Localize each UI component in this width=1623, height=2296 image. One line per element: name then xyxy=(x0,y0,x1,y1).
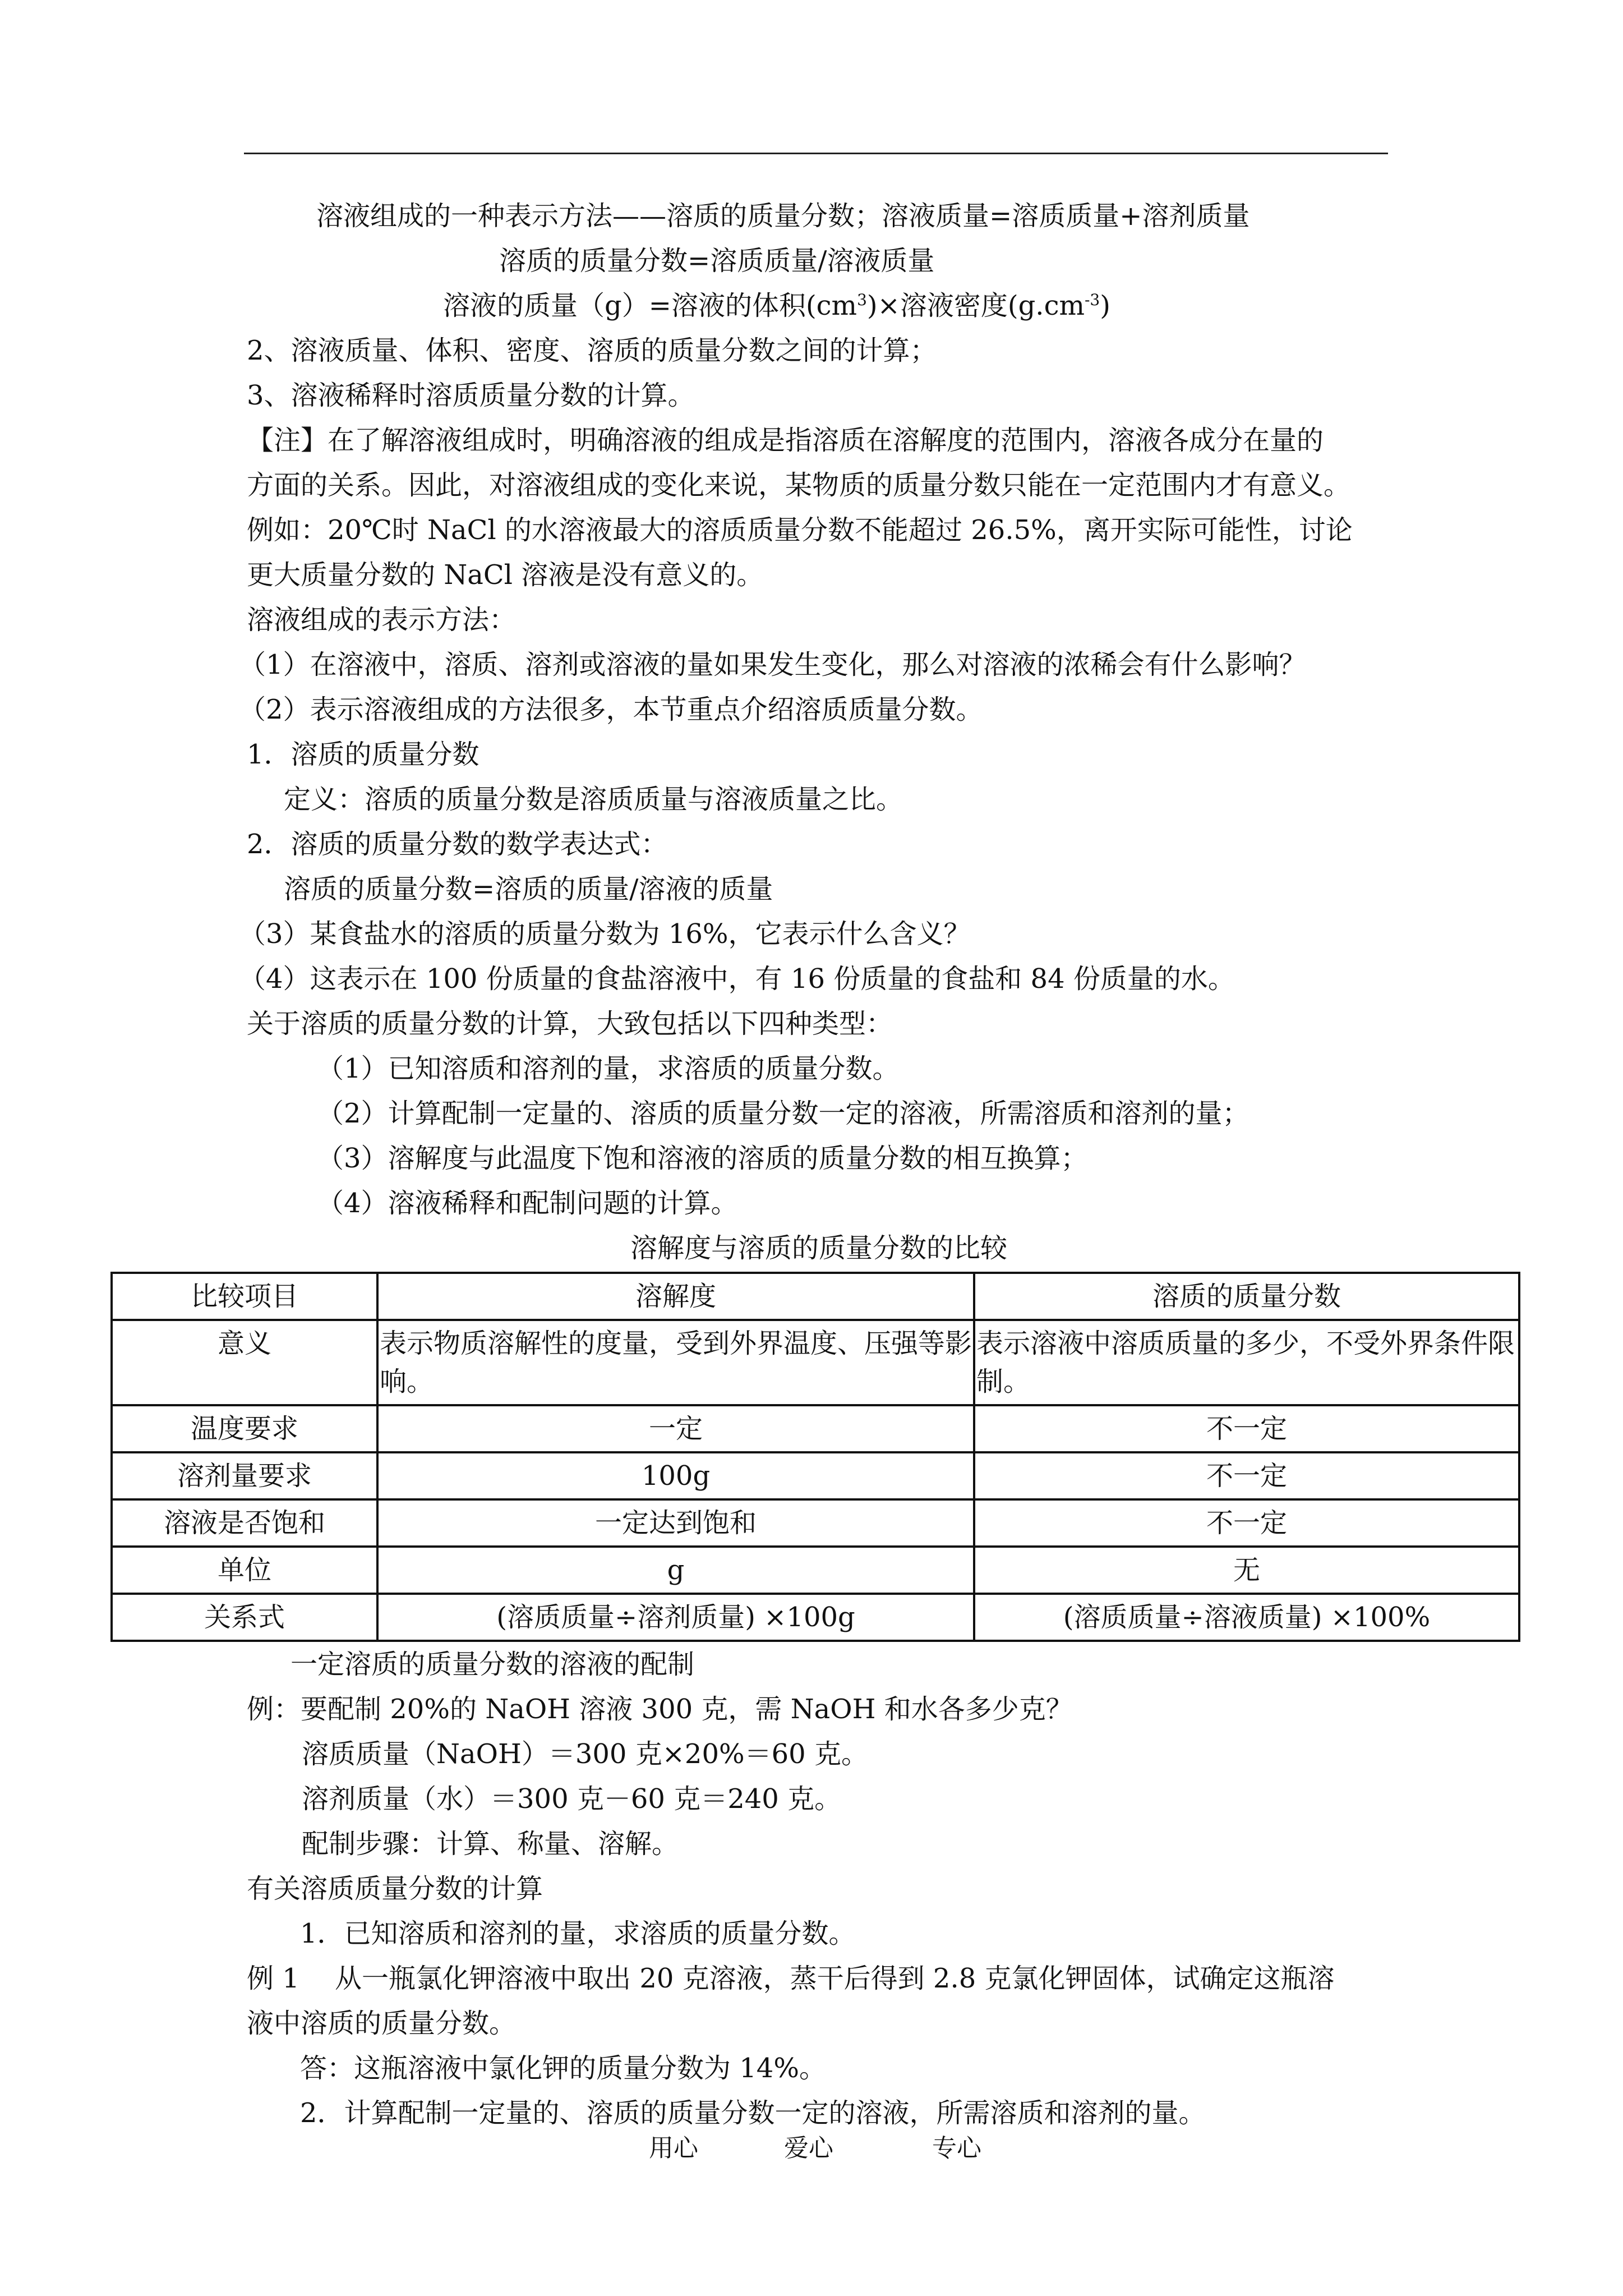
section-2-formula: 溶质的质量分数=溶质的质量/溶液的质量 xyxy=(284,873,773,905)
note-line-4: 更大质量分数的 NaCl 溶液是没有意义的。 xyxy=(247,559,764,591)
section-1-title: 1．溶质的质量分数 xyxy=(247,739,479,770)
intro-line-1: 溶液组成的一种表示方法——溶质的质量分数；溶液质量=溶质质量+溶剂质量 xyxy=(316,200,1250,232)
table-header-cell: 溶质的质量分数 xyxy=(974,1273,1519,1320)
question-1: （1）在溶液中，溶质、溶剂或溶液的量如果发生变化，那么对溶液的浓稀会有什么影响？ xyxy=(239,649,1306,680)
note-line-3: 例如：20℃时 NaCl 的水溶液最大的溶质质量分数不能超过 26.5%，离开实际可能性，讨论 xyxy=(247,514,1353,546)
calc-type-3: （3）溶解度与此温度下饱和溶液的溶质的质量分数的相互换算； xyxy=(317,1143,1088,1174)
table-row-label: 溶剂量要求 xyxy=(112,1452,377,1499)
table-cell: g xyxy=(377,1547,974,1594)
section-1-definition: 定义：溶质的质量分数是溶质质量与溶液质量之比。 xyxy=(284,784,903,815)
table-row-label: 关系式 xyxy=(112,1594,377,1641)
calculation-type-2: 2．计算配制一定量的、溶质的质量分数一定的溶液，所需溶质和溶剂的量。 xyxy=(300,2097,1206,2129)
table-cell: 表示溶液中溶质质量的多少，不受外界条件限制。 xyxy=(974,1320,1519,1405)
question-3: （3）某食盐水的溶质的质量分数为 16%，它表示什么含义？ xyxy=(239,918,971,950)
preparation-steps: 配制步骤：计算、称量、溶解。 xyxy=(302,1828,679,1860)
table-caption: 溶解度与溶质的质量分数的比较 xyxy=(630,1232,1007,1264)
table-row-label: 单位 xyxy=(112,1547,377,1594)
intro-line-2: 溶质的质量分数=溶质质量/溶液质量 xyxy=(499,245,935,277)
table-header-cell: 比较项目 xyxy=(112,1273,377,1320)
table-cell: 表示物质溶解性的度量，受到外界温度、压强等影响。 xyxy=(377,1320,974,1405)
calculation-type-1: 1．已知溶质和溶剂的量，求溶质的质量分数。 xyxy=(300,1918,856,1949)
intro-line-3-sup2: -3 xyxy=(1084,291,1100,309)
table-cell: (溶质质量÷溶液质量) ×100% xyxy=(974,1594,1519,1641)
footer-word-1: 用心 xyxy=(649,2134,698,2162)
question-2: （2）表示溶液组成的方法很多，本节重点介绍溶质质量分数。 xyxy=(239,694,983,725)
table-cell: 一定 xyxy=(377,1405,974,1452)
intro-line-3-b: )×溶液密度(g.cm xyxy=(866,290,1085,321)
calc-type-2: （2）计算配制一定量的、溶质的质量分数一定的溶液，所需溶质和溶剂的量； xyxy=(317,1098,1249,1129)
table-cell: 无 xyxy=(974,1547,1519,1594)
table-row xyxy=(112,1405,1519,1452)
table-cell: 不一定 xyxy=(974,1499,1519,1547)
intro-line-3 xyxy=(247,283,1391,328)
calc-types-heading: 关于溶质的质量分数的计算，大致包括以下四种类型： xyxy=(247,1008,893,1039)
intro-line-3-sup1: 3 xyxy=(857,291,867,309)
preparation-heading: 一定溶质的质量分数的溶液的配制 xyxy=(291,1649,695,1680)
comparison-table xyxy=(110,1272,1520,1642)
table-header-row xyxy=(112,1273,1519,1320)
table-row xyxy=(112,1499,1519,1547)
table-row xyxy=(112,1320,1519,1405)
table-row xyxy=(112,1452,1519,1499)
header-rule xyxy=(244,153,1388,154)
table-cell: 一定达到饱和 xyxy=(377,1499,974,1547)
intro-line-3-c: ) xyxy=(1100,290,1110,321)
table-cell: 100g xyxy=(377,1452,974,1499)
table-cell: (溶质质量÷溶剂质量) ×100g xyxy=(377,1594,974,1641)
table-row xyxy=(112,1594,1519,1641)
table-cell: 不一定 xyxy=(974,1405,1519,1452)
example-1-line-1: 例 1 从一瓶氯化钾溶液中取出 20 克溶液，蒸干后得到 2.8 克氯化钾固体，试确定这瓶溶 xyxy=(247,1963,1335,1994)
section-2-title: 2．溶质的质量分数的数学表达式： xyxy=(247,829,668,860)
item-3: 3、溶液稀释时溶质质量分数的计算。 xyxy=(247,380,695,411)
example-1-answer: 答：这瓶溶液中氯化钾的质量分数为 14%。 xyxy=(300,2053,826,2084)
table-header-cell: 溶解度 xyxy=(377,1273,974,1320)
item-2: 2、溶液质量、体积、密度、溶质的质量分数之间的计算； xyxy=(247,335,937,366)
preparation-example: 例：要配制 20%的 NaOH 溶液 300 克，需 NaOH 和水各多少克？ xyxy=(247,1694,1073,1725)
preparation-solute: 溶质质量（NaOH）＝300 克×20%＝60 克。 xyxy=(302,1738,868,1770)
calculations-heading: 有关溶质质量分数的计算 xyxy=(247,1873,543,1904)
intro-line-3-a: 溶液的质量（g）=溶液的体积(cm xyxy=(443,290,857,321)
note-line-2: 方面的关系。因此，对溶液组成的变化来说，某物质的质量分数只能在一定范围内才有意义。 xyxy=(247,470,1351,501)
table-cell: 不一定 xyxy=(974,1452,1519,1499)
table-row-label: 意义 xyxy=(112,1320,377,1405)
question-4: （4）这表示在 100 份质量的食盐溶液中，有 16 份质量的食盐和 84 份质量的水。 xyxy=(239,963,1235,995)
footer-word-3: 专心 xyxy=(932,2134,981,2162)
calc-type-4: （4）溶液稀释和配制问题的计算。 xyxy=(317,1188,738,1219)
table-row xyxy=(112,1547,1519,1594)
example-1-line-2: 液中溶质的质量分数。 xyxy=(247,2008,517,2039)
note-line-1: 【注】在了解溶液组成时，明确溶液的组成是指溶质在溶解度的范围内，溶液各成分在量的 xyxy=(247,425,1324,456)
preparation-solvent: 溶剂质量（水）＝300 克－60 克＝240 克。 xyxy=(302,1783,842,1815)
document-body xyxy=(163,194,1515,2136)
footer-word-2: 爱心 xyxy=(784,2134,833,2162)
table-row-label: 温度要求 xyxy=(112,1405,377,1452)
calc-type-1: （1）已知溶质和溶剂的量，求溶质的质量分数。 xyxy=(317,1053,900,1084)
composition-heading: 溶液组成的表示方法： xyxy=(247,604,517,636)
table-row-label: 溶液是否饱和 xyxy=(112,1499,377,1547)
